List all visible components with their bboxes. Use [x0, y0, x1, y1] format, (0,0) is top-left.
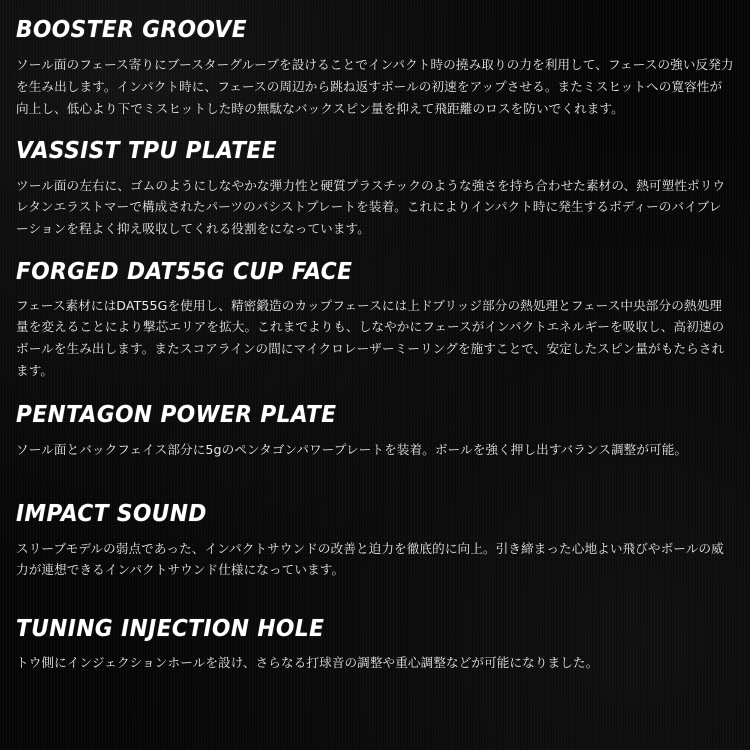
section-title: FORGED DAT55G CUP FACE	[16, 258, 353, 285]
feature-section-forged-dat55g-cup-face	[16, 260, 734, 382]
feature-section-vassist-tpu-platee	[16, 139, 734, 239]
section-title: TUNING INJECTION HOLE	[16, 616, 325, 643]
feature-section-tuning-injection-hole	[16, 617, 734, 674]
section-title: BOOSTER GROOVE	[16, 17, 247, 43]
feature-section-impact-sound	[16, 502, 734, 581]
section-body: スリーブモデルの弱点であった、インパクトサウンドの改善と迫力を徹底的に向上。引き締まった心地よい飛びやボールの威力が連想できるインパクトサウンド仕様になっています。	[16, 540, 724, 578]
section-body: ツール面の左右に、ゴムのようにしなやかな弾力性と硬質プラスチックのような強さを持ち合わせた素材の、熱可塑性ポリウレタンエラストマーで構成されたパーツのバシストプレートを装着。これによりインパクト時に発生するボディーのバイブレーションを程よく抑え吸収してくれる役割をになっています。	[16, 177, 726, 236]
section-body: トウ側にインジェクションホールを設け、さらなる打球音の調整や重心調整などが可能になりました。	[16, 655, 599, 671]
section-body: フェース素材にはDAT55Gを使用し、精密鍛造のカップフェースには上ドブリッジ部分の熱処理とフェース中央部分の熱処理量を変えることにより撃芯エリアを拡大。これまでよりも、しなやかにフェースがインパクトエネルギーを吸収し、高初速のボールを生み出します。またスコアラインの間にマイクロレーザーミーリングを施すことで、安定したスピン量がもたらされます。	[16, 297, 725, 378]
section-title: VASSIST TPU PLATEE	[16, 138, 277, 165]
section-body: ソール面のフェース寄りにブースターグルーブを設けることでインパクト時の撓み取りの力を利用して、フェースの強い反発力を生み出します。インパクト時に、フェースの周辺から跳ね返すボールの初速をアップさせる。またミスヒットへの寛容性が向上し、低心より下でミスヒットした時の無駄なバックスピン量を抑えて飛距離のロスを防いでくれます。	[16, 57, 734, 116]
section-body: ソール面とバックフェイス部分に5gのペンタゴンパワープレートを装着。ボールを強く押し出すバランス調整が可能。	[16, 441, 688, 457]
feature-section-booster-groove	[16, 18, 734, 119]
section-title: PENTAGON POWER PLATE	[16, 402, 337, 429]
section-title: IMPACT SOUND	[16, 501, 207, 528]
feature-section-pentagon-power-plate	[16, 403, 734, 460]
